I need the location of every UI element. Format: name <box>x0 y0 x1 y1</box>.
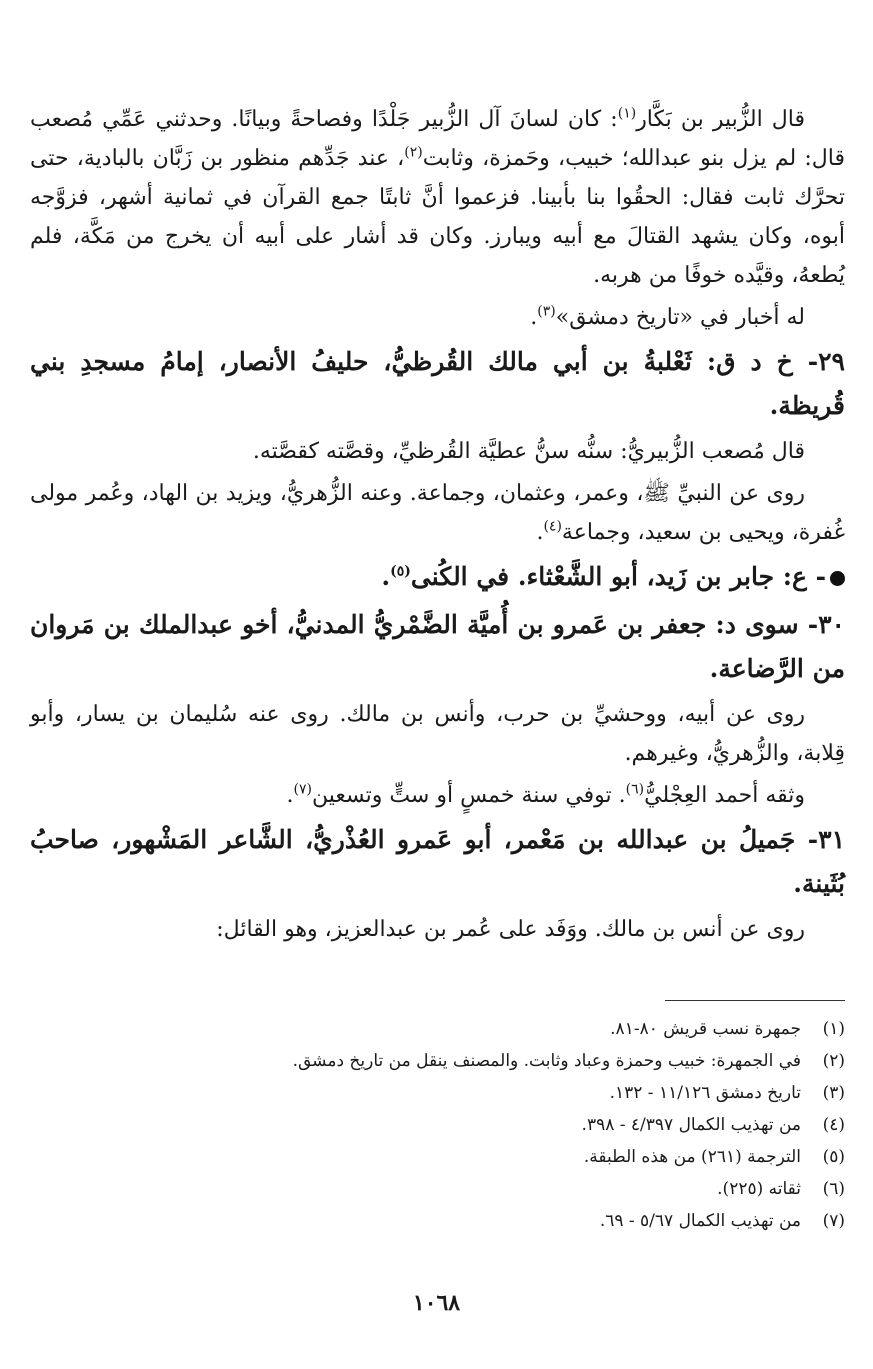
paragraph-rawa-31: روى عن أنس بن مالك. ووَفَد على عُمر بن عبدالعزيز، وهو القائل: <box>216 917 805 942</box>
text-span: . <box>381 562 391 591</box>
entry-jabir-heading <box>30 555 845 599</box>
footnote-item <box>30 1109 845 1141</box>
footnote-text: من تهذيب الكمال ٤/٣٩٧ - ٣٩٨. <box>581 1115 801 1135</box>
footnote-ref[interactable]: (١) <box>617 105 637 122</box>
entry-code: خ د ق: <box>706 347 793 376</box>
footnote-text: الترجمة (٢٦١) من هذه الطبقة. <box>583 1147 801 1167</box>
footnote-mark: (٧) <box>822 1211 845 1231</box>
bullet-icon <box>830 571 845 586</box>
text-span: روى عن النبيِّ ﷺ، وعمر، وعثمان، وجماعة. وعنه الزُّهريُّ، ويزيد بن الهاد، وعُمر مولى غُفرة، ويحيى بن سعيد، وجماعة <box>30 481 845 545</box>
text-span: له أخبار في «تاريخ دمشق» <box>555 305 805 330</box>
entry-code: - ع: <box>782 562 826 591</box>
text-span: قال الزُّبير بن بَكَّار <box>636 107 805 132</box>
footnote-ref[interactable]: (٢) <box>404 144 423 161</box>
footnote-text: من تهذيب الكمال ٥/٦٧ - ٦٩. <box>599 1211 801 1231</box>
text-span: . <box>536 520 544 545</box>
paragraph-rawa-29 <box>30 474 845 552</box>
footnote-mark: (١) <box>822 1019 845 1039</box>
entry-number: ٣١- <box>807 825 845 854</box>
footnote-item <box>30 1045 845 1077</box>
footnote-ref[interactable]: (٣) <box>537 303 556 320</box>
footnote-item <box>30 1077 845 1109</box>
footnote-mark: (٦) <box>822 1179 845 1199</box>
page-body <box>30 100 845 952</box>
footnote-item <box>30 1205 845 1237</box>
paragraph-musab: قال مُصعب الزُّبيريُّ: سنُّه سنُّ عطيَّة القُرظيِّ، وقصَّته كقصَّته. <box>252 439 805 464</box>
entry-29-heading <box>30 340 845 428</box>
text-span: . <box>530 305 538 330</box>
footnote-mark: (٤) <box>822 1115 845 1135</box>
footnotes-section <box>30 1000 845 1237</box>
footnote-text: جمهرة نسب قريش ٨٠-٨١. <box>610 1019 801 1039</box>
footnote-text: ثقاته (٢٢٥). <box>717 1179 801 1199</box>
footnote-mark: (٥) <box>822 1147 845 1167</box>
paragraph-zubair <box>30 100 845 295</box>
footnote-ref[interactable]: (٦) <box>625 781 645 798</box>
entry-title: جابر بن زَيد، أبو الشَّعْثاء. في الكُنى <box>410 562 775 591</box>
page-number: ١٠٦٨ <box>412 1290 461 1316</box>
entry-30-heading <box>30 603 845 691</box>
footnote-text: في الجمهرة: خبيب وحمزة وعباد وثابت. والمصنف ينقل من تاريخ دمشق. <box>292 1051 801 1071</box>
footnote-mark: (٢) <box>822 1051 845 1071</box>
footnote-mark: (٣) <box>822 1083 845 1103</box>
text-span: ، عند جَدِّهم منظور بن زَبَّان بالبادية، حتى تحرَّك ثابت فقال: الحقُوا بنا بأبينا. فزعموا أنَّ ثابتًا جمع القرآن في ثمانية أشهر، فزوَّجه أبوه، وكان يشهد القتالَ مع أبيه ويبارز. وكان قد أشار على أبيه أن يخرج من مَكَّة، فلم يُطعهُ، وقيَّده خوفًا من هربه. <box>30 146 845 288</box>
footnote-ref[interactable]: (٤) <box>543 518 562 535</box>
footnote-item <box>30 1141 845 1173</box>
footnote-divider <box>665 1000 845 1001</box>
paragraph-akhbar <box>30 298 845 337</box>
text-span: وثقه أحمد العِجْليُّ <box>644 783 805 808</box>
text-span: . توفي سنة خمسٍ أو ستٍّ وتسعين <box>311 783 626 808</box>
paragraph-rawa-30: روى عن أبيه، ووحشيِّ بن حرب، وأنس بن مالك. روى عنه سُليمان بن يسار، وأبو قِلابة، والزُّهريُّ، وغيرهم. <box>30 702 845 766</box>
paragraph-thiqa <box>30 776 845 815</box>
footnote-item <box>30 1173 845 1205</box>
footnote-ref[interactable]: (٥) <box>390 563 411 580</box>
text-span: : كان لسانَ آل الزُّبير جَلْدًا وفصاحةً وبيانًا. وحدثني عَمِّي مُصعب قال: لم يزل بنو عبدالله؛ خبيب، وحَمزة، وثابت <box>30 107 845 171</box>
footnote-text: تاريخ دمشق ١١/١٢٦ - ١٣٢. <box>609 1083 801 1103</box>
entry-31-heading <box>30 818 845 906</box>
entry-title: جعفر بن عَمرو بن أُميَّة الضَّمْريُّ المدنيُّ، أخو عبدالملك بن مَروان من الرَّضاعة. <box>30 610 845 683</box>
entry-code: سوى د: <box>715 610 799 639</box>
entry-title: جَميلُ بن عبدالله بن مَعْمر، أبو عَمرو العُذْريُّ، الشَّاعر المَشْهور، صاحبُ بُثَينة. <box>30 825 845 898</box>
entry-title: ثَعْلبةُ بن أبي مالك القُرظيُّ، حليفُ الأنصار، إمامُ مسجدِ بني قُريظة. <box>30 347 845 420</box>
text-span: . <box>286 783 294 808</box>
entry-number: ٣٠- <box>807 610 845 639</box>
entry-number: ٢٩- <box>807 347 845 376</box>
footnote-ref[interactable]: (٧) <box>293 781 312 798</box>
footnote-item <box>30 1013 845 1045</box>
